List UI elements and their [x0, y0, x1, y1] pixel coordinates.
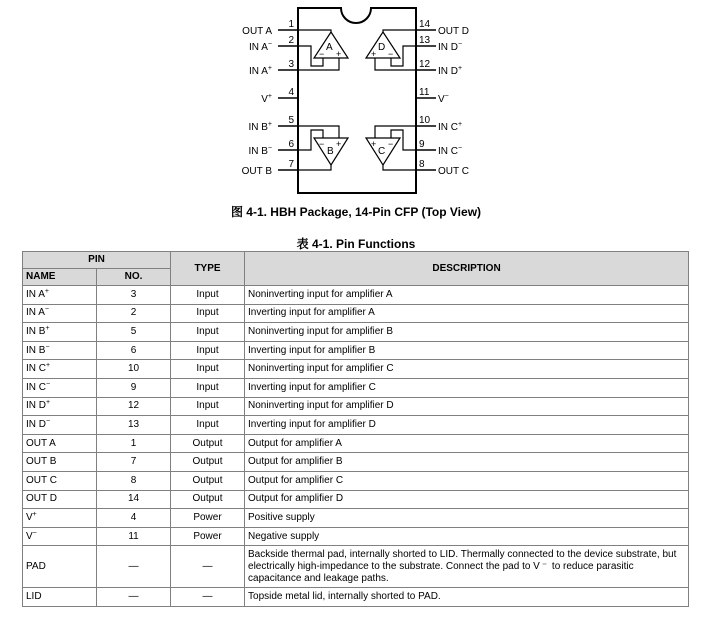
pin-functions-table — [22, 251, 689, 607]
pin-name-text: IN A — [26, 288, 45, 300]
cell-pin-name — [23, 416, 97, 435]
cell-pin-name — [23, 490, 97, 509]
header-pin: PIN — [23, 252, 171, 269]
table-body — [23, 286, 689, 607]
cell-pin-name — [23, 304, 97, 323]
cell-type: Input — [171, 286, 245, 305]
header-name: NAME — [23, 269, 97, 286]
cell-type: Input — [171, 323, 245, 342]
pin-name-superscript: + — [46, 399, 51, 407]
cell-pin-name — [23, 378, 97, 397]
header-no: NO. — [97, 269, 171, 286]
pin-layer — [242, 19, 469, 177]
header-type: TYPE — [171, 252, 245, 286]
table-row — [23, 509, 689, 528]
pin-label-v-minus: V− — [438, 93, 449, 105]
table-row — [23, 378, 689, 397]
pin-label-in-c-plus: IN C+ — [438, 121, 463, 133]
table-row — [23, 546, 689, 588]
cell-type: Input — [171, 304, 245, 323]
table-row — [23, 341, 689, 360]
cell-description: Topside metal lid, internally shorted to PAD. — [245, 588, 689, 607]
pin-label-in-b-minus: IN B− — [248, 145, 272, 157]
pin-number-13: 13 — [419, 35, 431, 46]
pin-name-superscript: + — [46, 362, 51, 370]
table-row — [23, 323, 689, 342]
pin-number-1: 1 — [288, 19, 294, 30]
table-row — [23, 453, 689, 472]
amp-a-plus: + — [336, 49, 342, 59]
table-header-row-1 — [23, 252, 689, 269]
package-outline — [298, 8, 416, 193]
table-row — [23, 286, 689, 305]
cell-pin-name — [23, 341, 97, 360]
cell-pin-name — [23, 323, 97, 342]
pin-name-text: V — [26, 511, 33, 523]
pin-name-text: IN D — [26, 400, 46, 412]
pin-name-text: IN C — [26, 363, 46, 375]
pin-name-text: IN B — [26, 325, 46, 337]
cell-description: Inverting input for amplifier A — [245, 304, 689, 323]
cell-description: Output for amplifier D — [245, 490, 689, 509]
table-row — [23, 588, 689, 607]
cell-pin-number: 9 — [97, 378, 171, 397]
cell-pin-number: 12 — [97, 397, 171, 416]
cell-description: Noninverting input for amplifier D — [245, 397, 689, 416]
table-row — [23, 416, 689, 435]
pinout-diagram — [0, 0, 712, 200]
cell-pin-name — [23, 588, 97, 607]
pin-label-out-b: OUT B — [241, 166, 272, 177]
pin-number-8: 8 — [419, 159, 425, 170]
cell-pin-number: 4 — [97, 509, 171, 528]
cell-pin-name — [23, 397, 97, 416]
pin-label-in-d-plus: IN D+ — [438, 65, 463, 77]
pin-name-superscript: − — [32, 529, 37, 537]
pin-name-superscript: − — [45, 343, 50, 351]
cell-description: Noninverting input for amplifier B — [245, 323, 689, 342]
amplifier-b — [298, 126, 348, 170]
cell-type: — — [171, 546, 245, 588]
amp-b-minus: − — [319, 139, 325, 149]
pin-number-5: 5 — [288, 115, 294, 126]
table-row — [23, 360, 689, 379]
cell-description: Output for amplifier B — [245, 453, 689, 472]
pin-label-out-a: OUT A — [242, 26, 272, 37]
cell-pin-number: 5 — [97, 323, 171, 342]
cell-description: Inverting input for amplifier D — [245, 416, 689, 435]
pin-number-10: 10 — [419, 115, 431, 126]
cell-pin-name — [23, 527, 97, 546]
cell-pin-number: 6 — [97, 341, 171, 360]
cell-pin-number: 13 — [97, 416, 171, 435]
amp-letter-d: D — [378, 42, 386, 53]
table-row — [23, 397, 689, 416]
pin-label-in-a-plus: IN A+ — [249, 65, 272, 77]
cell-description: Noninverting input for amplifier A — [245, 286, 689, 305]
pin-name-superscript: − — [46, 380, 51, 388]
table-row — [23, 434, 689, 453]
cell-description: Negative supply — [245, 527, 689, 546]
table-row — [23, 304, 689, 323]
amplifier-a — [298, 30, 348, 70]
cell-type: Input — [171, 341, 245, 360]
cell-pin-name — [23, 434, 97, 453]
table-row — [23, 527, 689, 546]
cell-type: Input — [171, 360, 245, 379]
cell-type: Input — [171, 397, 245, 416]
cell-pin-number: 8 — [97, 471, 171, 490]
pin-label-out-d: OUT D — [438, 26, 469, 37]
cell-description: Output for amplifier A — [245, 434, 689, 453]
cell-type: Output — [171, 471, 245, 490]
pin-name-text: LID — [26, 591, 42, 603]
cell-description: Inverting input for amplifier B — [245, 341, 689, 360]
cell-description: Noninverting input for amplifier C — [245, 360, 689, 379]
pin-name-superscript: − — [44, 306, 49, 314]
cell-pin-number: 14 — [97, 490, 171, 509]
cell-description: Inverting input for amplifier C — [245, 378, 689, 397]
pin-label-in-c-minus: IN C− — [438, 145, 463, 157]
amp-b-plus: + — [336, 139, 342, 149]
pin-name-text: IN D — [26, 418, 46, 430]
cell-type: Input — [171, 416, 245, 435]
amp-letter-b: B — [327, 146, 334, 157]
pin-name-text: IN A — [26, 307, 45, 319]
pin-label-in-a-minus: IN A− — [249, 41, 272, 53]
amplifier-d — [366, 30, 416, 70]
cell-pin-number: 2 — [97, 304, 171, 323]
pin-name-text: PAD — [26, 560, 46, 572]
pin-name-text: IN C — [26, 381, 46, 393]
cell-pin-name — [23, 453, 97, 472]
cell-type: Output — [171, 490, 245, 509]
pin-label-out-c: OUT C — [438, 166, 469, 177]
amp-letter-c: C — [378, 146, 386, 157]
amp-a-minus: − — [319, 49, 325, 59]
table-caption: 表 4-1. Pin Functions — [296, 237, 416, 251]
pin-name-text: OUT A — [26, 437, 56, 449]
table-row — [23, 490, 689, 509]
amp-letter-a: A — [326, 42, 333, 53]
cell-type: Power — [171, 509, 245, 528]
pin-name-text: IN B — [26, 344, 46, 356]
cell-pin-number: 3 — [97, 286, 171, 305]
pin-number-12: 12 — [419, 59, 431, 70]
pin-number-4: 4 — [288, 87, 294, 98]
cell-pin-number: 7 — [97, 453, 171, 472]
cell-description: Backside thermal pad, internally shorted to LID. Thermally connected to the device substrate, but electrically high-impedance to the substrate. Connect the pad to V ⁻ to reduce parasitic capacitance and leakage paths. — [245, 546, 689, 588]
amp-c-minus: − — [388, 139, 394, 149]
amp-d-plus: + — [371, 49, 377, 59]
cell-pin-name — [23, 360, 97, 379]
pin-label-v-plus: V+ — [261, 93, 272, 105]
cell-type: Output — [171, 434, 245, 453]
pin-name-text: OUT B — [26, 456, 57, 468]
pin-number-14: 14 — [419, 19, 431, 30]
amplifier-c — [366, 126, 416, 170]
cell-pin-name — [23, 286, 97, 305]
cell-type: Input — [171, 378, 245, 397]
cell-pin-name — [23, 546, 97, 588]
cell-pin-number: 11 — [97, 527, 171, 546]
cell-pin-name — [23, 509, 97, 528]
pin-name-superscript: + — [32, 510, 37, 518]
header-description: DESCRIPTION — [245, 252, 689, 286]
pin-name-superscript: + — [45, 324, 50, 332]
cell-pin-number: — — [97, 546, 171, 588]
cell-pin-number: — — [97, 588, 171, 607]
pin-number-9: 9 — [419, 139, 425, 150]
pin-name-text: V — [26, 530, 33, 542]
cell-description: Output for amplifier C — [245, 471, 689, 490]
pin-name-superscript: − — [46, 417, 51, 425]
cell-description: Positive supply — [245, 509, 689, 528]
pin-label-in-b-plus: IN B+ — [248, 121, 272, 133]
pin-name-superscript: + — [44, 287, 49, 295]
pin-name-text: OUT D — [26, 493, 57, 505]
cell-pin-number: 1 — [97, 434, 171, 453]
cell-type: Output — [171, 453, 245, 472]
pin-number-3: 3 — [288, 59, 294, 70]
figure-caption: 图 4-1. HBH Package, 14-Pin CFP (Top View) — [230, 205, 482, 219]
pin-number-7: 7 — [288, 159, 294, 170]
pin-number-6: 6 — [288, 139, 294, 150]
pin-number-2: 2 — [288, 35, 294, 46]
pin-number-11: 11 — [419, 87, 430, 98]
cell-pin-name — [23, 471, 97, 490]
amp-d-minus: − — [388, 49, 394, 59]
pin-label-in-d-minus: IN D− — [438, 41, 463, 53]
amp-c-plus: + — [371, 139, 377, 149]
cell-type: Power — [171, 527, 245, 546]
pin-name-text: OUT C — [26, 474, 57, 486]
cell-pin-number: 10 — [97, 360, 171, 379]
table-row — [23, 471, 689, 490]
cell-type: — — [171, 588, 245, 607]
